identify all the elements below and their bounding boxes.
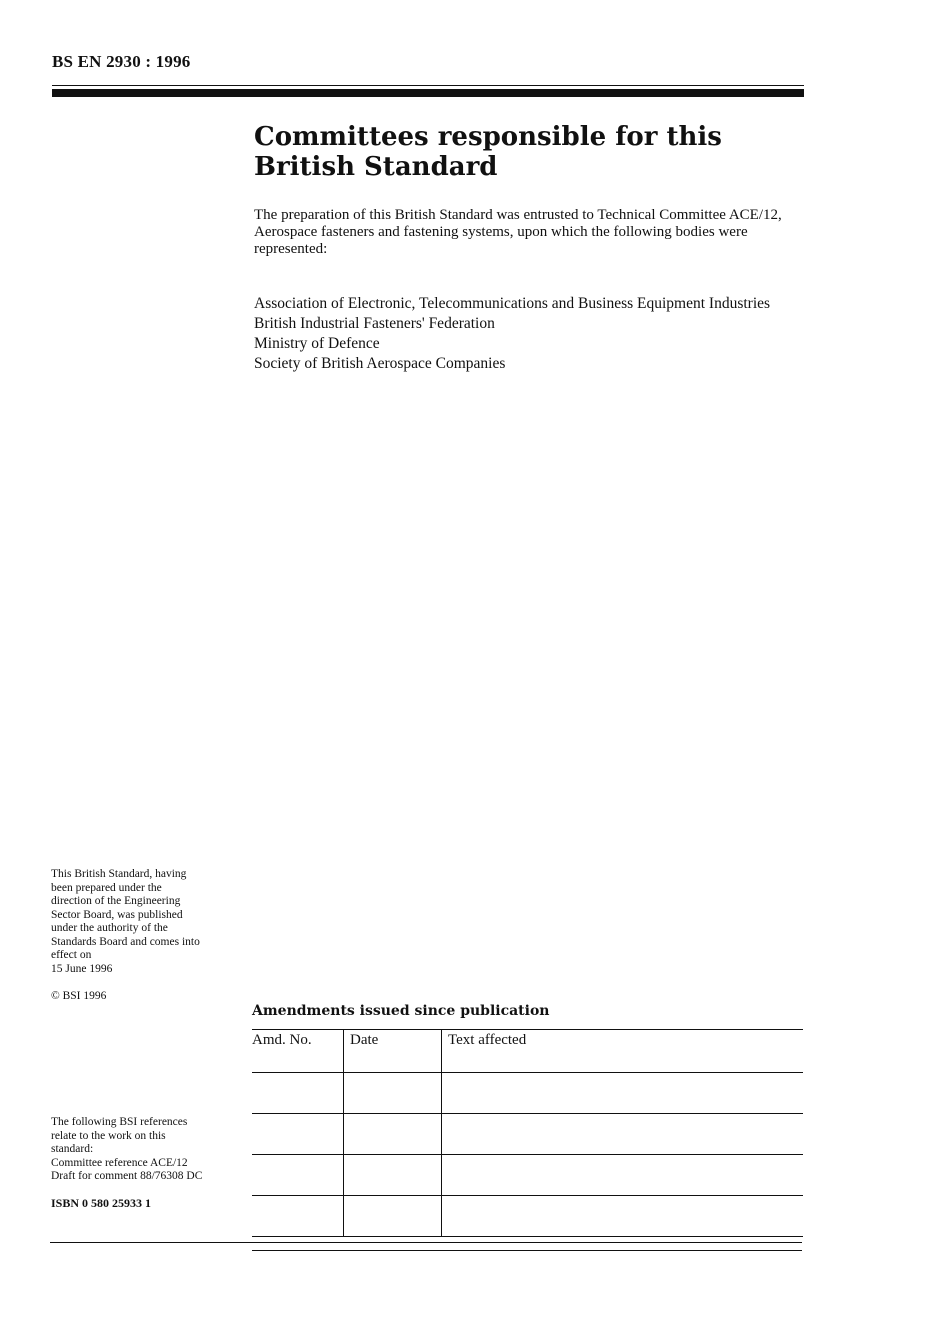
publication-note-line: effect on [51, 949, 92, 961]
table-row [252, 1114, 803, 1155]
table-cell [344, 1073, 442, 1114]
intro-paragraph: The preparation of this British Standard was entrusted to Technical Committee ACE/12, Aerospace fasteners and fastening systems, upon which the following bodies were represented: [254, 207, 782, 257]
table-row [252, 1155, 803, 1196]
list-item: Association of Electronic, Telecommunications and Business Equipment Industries [254, 295, 771, 312]
draft-reference: Draft for comment 88/76308 DC [51, 1170, 203, 1182]
table-cell [252, 1073, 344, 1114]
publication-note-line: Standards Board and comes into [51, 935, 200, 948]
table-cell [442, 1196, 804, 1237]
table-row [252, 1196, 803, 1237]
table-cell [344, 1196, 442, 1237]
table-cell [442, 1114, 804, 1155]
page-title [254, 122, 774, 182]
table-cell [442, 1155, 804, 1196]
list-item: Society of British Aerospace Companies [254, 355, 506, 372]
publication-note-line: This British Standard, having [51, 868, 187, 880]
publication-note-line: been prepared under the [51, 881, 162, 894]
bsi-references-note [51, 1116, 236, 1184]
publication-note [51, 868, 236, 976]
amendments-table [252, 1029, 803, 1237]
footer-rule-short [252, 1250, 802, 1251]
table-cell [252, 1114, 344, 1155]
standard-number: BS EN 2930 : 1996 [52, 52, 191, 71]
list-item: Ministry of Defence [254, 335, 380, 352]
title-line-1: Committees responsible for this [254, 122, 722, 152]
represented-bodies-list [254, 294, 814, 374]
footer-rule [50, 1242, 802, 1243]
table-cell [344, 1114, 442, 1155]
references-line: relate to the work on this [51, 1129, 166, 1142]
header-rule-thin [52, 85, 804, 86]
committee-reference: Committee reference ACE/12 [51, 1156, 188, 1169]
list-item: British Industrial Fasteners' Federation [254, 315, 495, 332]
copyright-notice: © BSI 1996 [51, 990, 107, 1002]
references-line: standard: [51, 1143, 94, 1155]
references-line: The following BSI references [51, 1116, 188, 1128]
header-rule-thick [52, 89, 804, 97]
title-line-2: British Standard [254, 152, 498, 182]
table-cell [252, 1196, 344, 1237]
isbn: ISBN 0 580 25933 1 [51, 1196, 152, 1210]
column-header-date: Date [344, 1030, 442, 1073]
amendments-title: Amendments issued since publication [252, 1003, 550, 1019]
column-header-amd-no: Amd. No. [252, 1030, 344, 1073]
table-cell [442, 1073, 804, 1114]
publication-date: 15 June 1996 [51, 962, 113, 975]
table-header-row [252, 1030, 803, 1073]
table-cell [344, 1155, 442, 1196]
publication-note-line: Sector Board, was published [51, 908, 183, 921]
column-header-text-affected: Text affected [442, 1030, 804, 1073]
publication-note-line: under the authority of the [51, 922, 168, 934]
table-row [252, 1073, 803, 1114]
publication-note-line: direction of the Engineering [51, 895, 181, 907]
table-cell [252, 1155, 344, 1196]
